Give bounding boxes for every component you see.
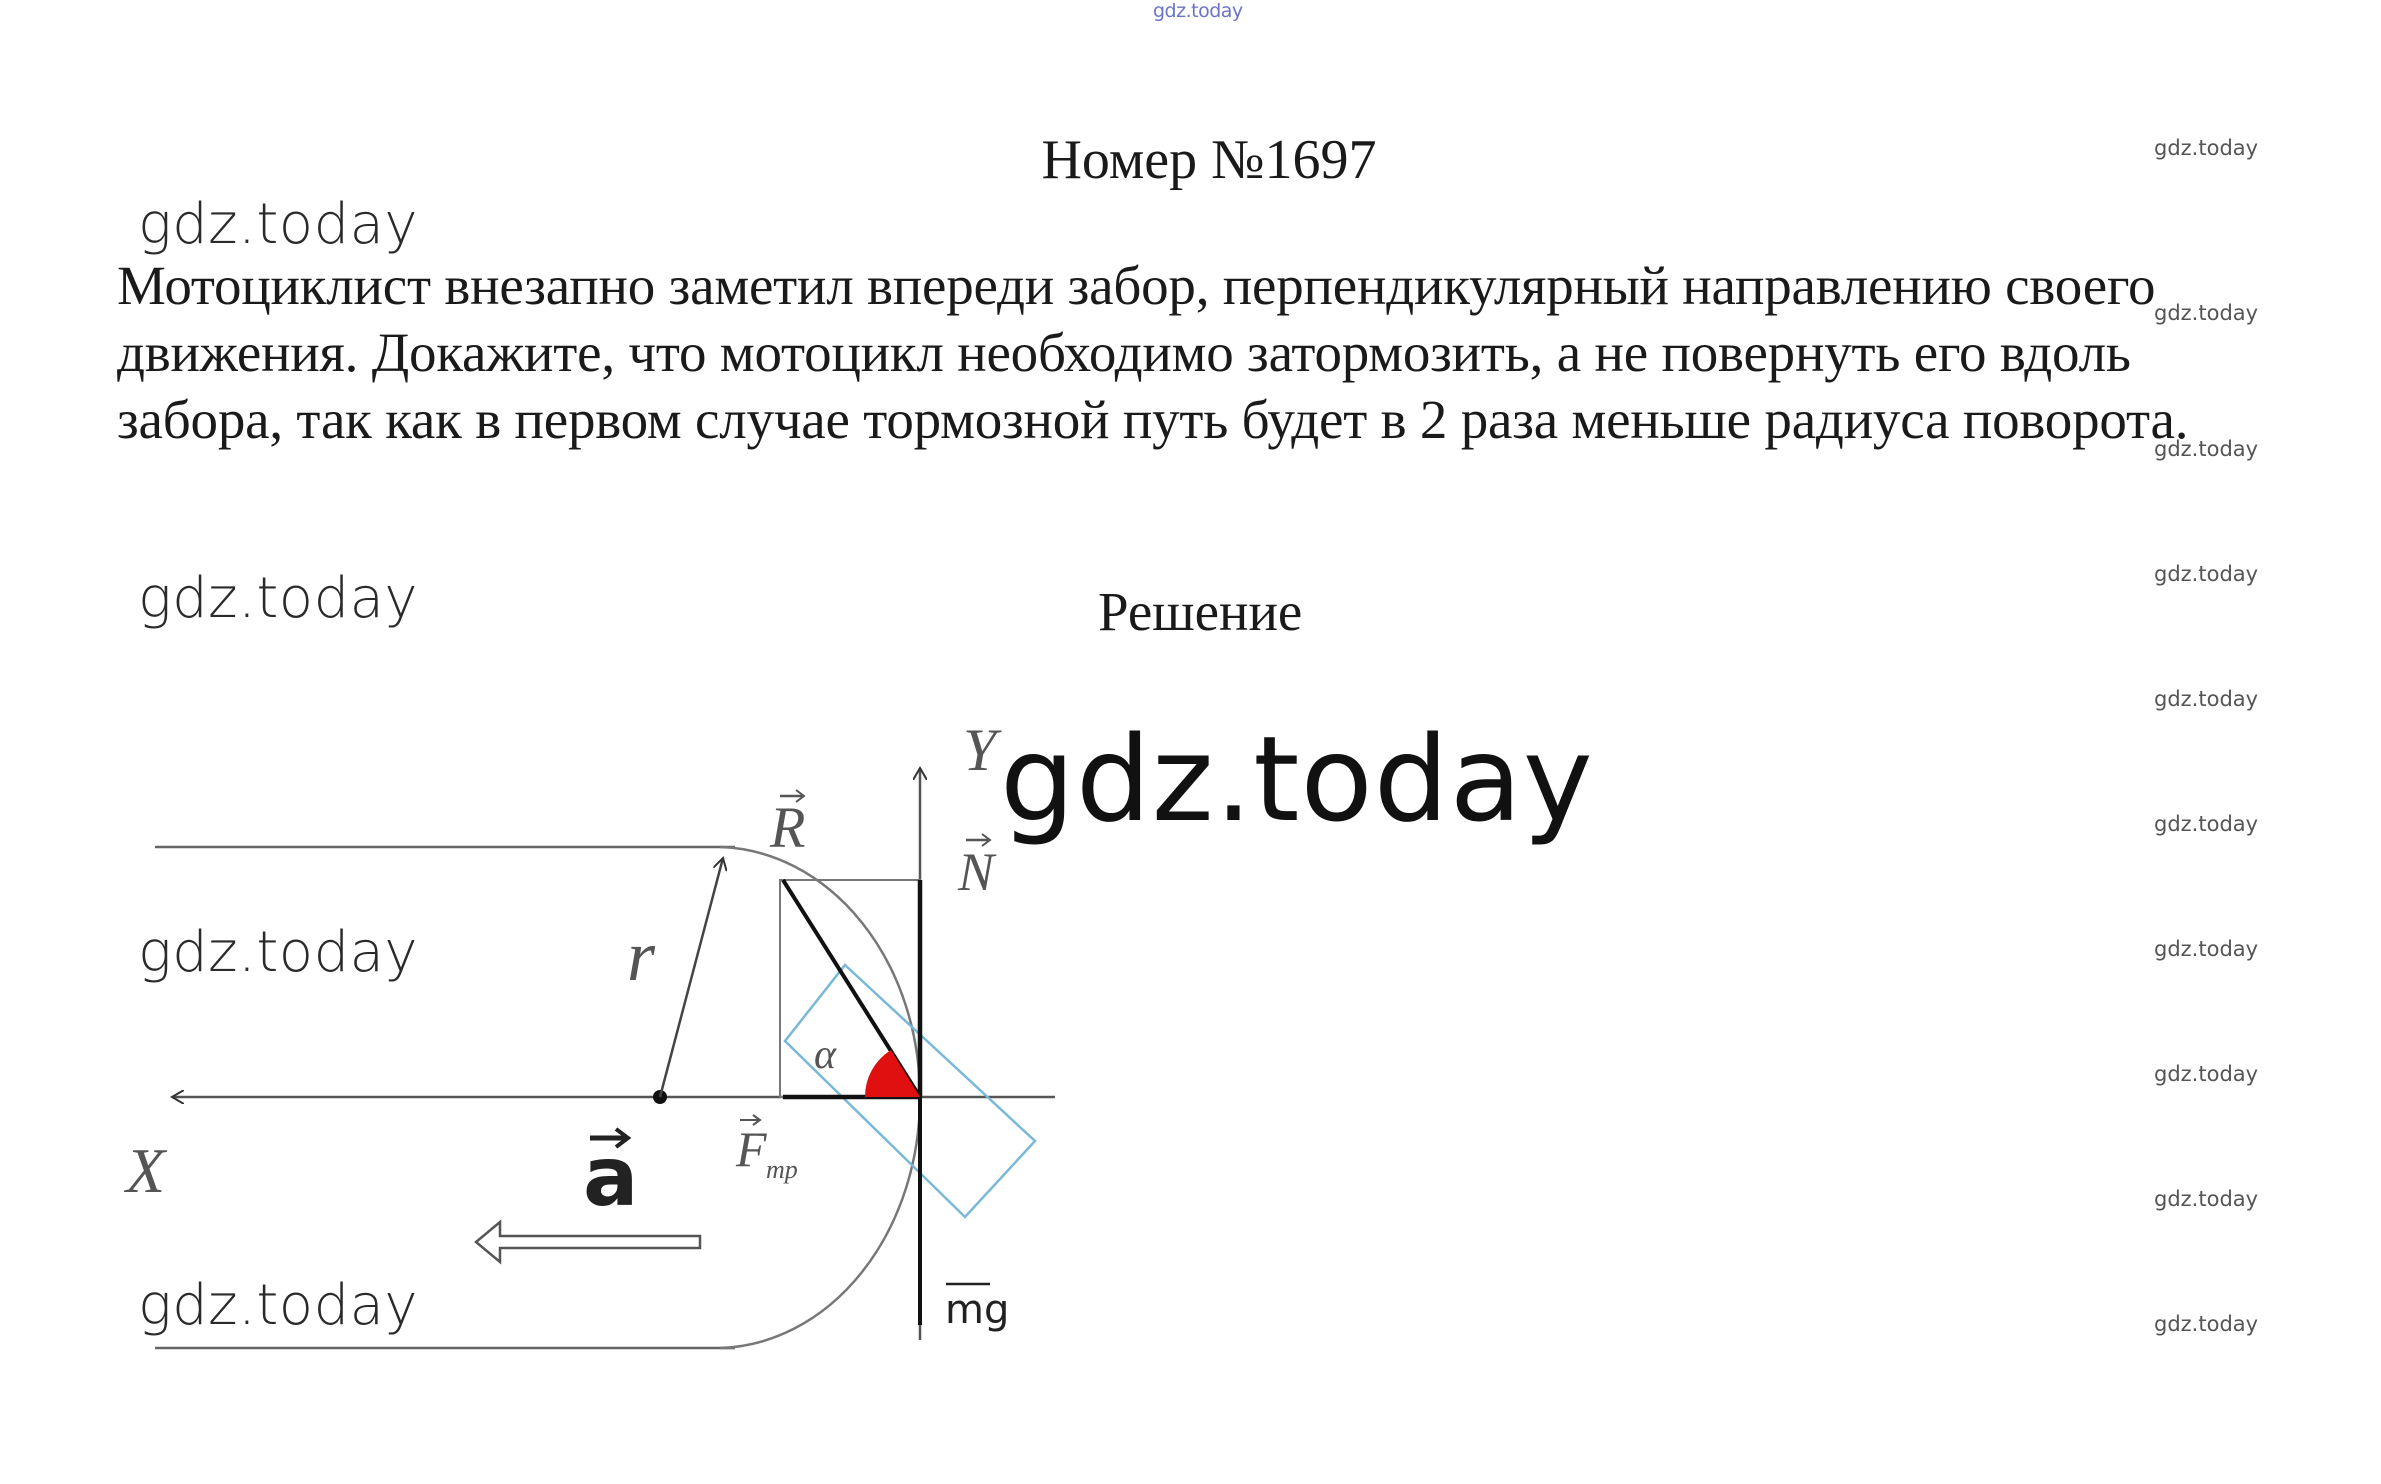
- watermark-right-8: gdz.today: [2154, 1062, 2259, 1086]
- radius-label: r: [627, 916, 656, 996]
- watermark-left-2: gdz.today: [138, 566, 419, 631]
- watermark-right-5: gdz.today: [2154, 687, 2259, 711]
- watermark-left-1: gdz.today: [138, 192, 419, 257]
- watermark-right-4: gdz.today: [2154, 562, 2259, 586]
- watermark-big: gdz.today: [1000, 710, 1594, 848]
- alpha-angle-marker: [865, 1050, 920, 1097]
- solution-heading: Решение: [1098, 581, 1303, 642]
- watermark-right-9: gdz.today: [2154, 1187, 2259, 1211]
- top-watermark: gdz.today: [1153, 0, 1243, 22]
- acceleration-arrow: [476, 1222, 700, 1262]
- watermark-right-3: gdz.today: [2154, 437, 2259, 461]
- problem-text: Мотоциклист внезапно заметил впереди забор, перпендикулярный направлению своего движения. Докажите, что мотоцикл необходимо затормозить, а не повернуть его вдоль забора, так как в первом случае тормозной путь будет в 2 раза меньше радиуса поворота.: [117, 255, 2189, 450]
- x-axis-label: X: [126, 1135, 166, 1206]
- watermark-right-1: gdz.today: [2154, 136, 2259, 160]
- acceleration-label: a: [583, 1130, 639, 1225]
- watermark-right-2: gdz.today: [2154, 301, 2259, 325]
- friction-subscript: тр: [766, 1155, 798, 1184]
- y-axis-label: Y: [963, 717, 997, 783]
- watermark-left-3: gdz.today: [138, 920, 419, 985]
- r-vector-label: R: [770, 795, 806, 860]
- watermark-left-4: gdz.today: [138, 1273, 419, 1338]
- alpha-label: α: [814, 1032, 837, 1078]
- n-vector-label: N: [958, 842, 995, 902]
- mg-label: mg: [945, 1287, 1010, 1333]
- radius-line: [660, 858, 723, 1097]
- watermark-right-10: gdz.today: [2154, 1312, 2259, 1336]
- page-title: Номер №1697: [1041, 129, 1377, 191]
- watermark-right-7: gdz.today: [2154, 937, 2259, 961]
- friction-label: F: [736, 1121, 767, 1177]
- watermark-right-6: gdz.today: [2154, 812, 2259, 836]
